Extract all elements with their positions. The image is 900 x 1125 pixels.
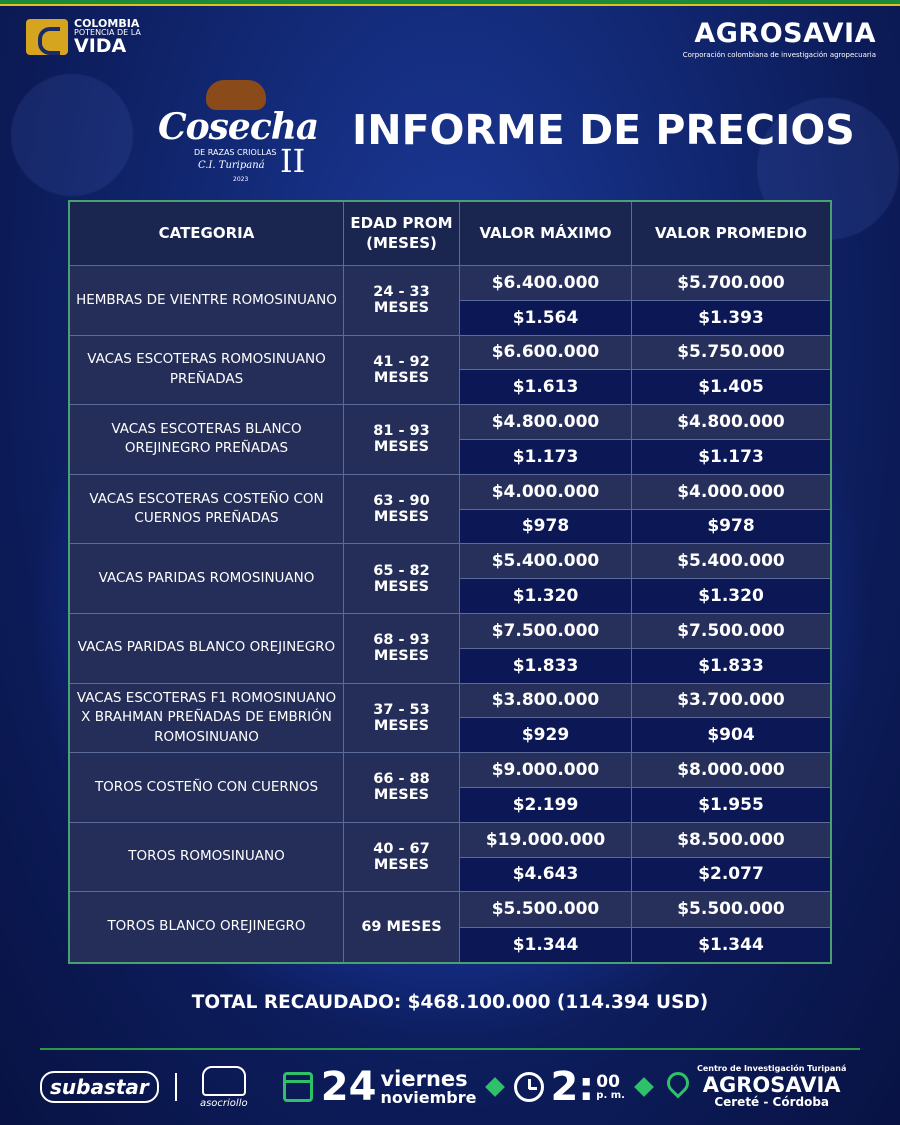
row-categoria: VACAS ESCOTERAS BLANCO OREJINEGRO PREÑADAS (70, 405, 344, 474)
event-place (697, 1065, 846, 1108)
colombia-line3: VIDA (74, 35, 127, 57)
cosecha-year: 2023 (233, 176, 249, 183)
max-value-usd: $978 (460, 510, 631, 544)
table-row (70, 753, 830, 823)
row-categoria: VACAS PARIDAS BLANCO OREJINEGRO (70, 614, 344, 683)
avg-value-usd: $1.393 (632, 301, 830, 335)
avg-value-cop: $7.500.000 (632, 614, 830, 649)
row-categoria: HEMBRAS DE VIENTRE ROMOSINUANO (70, 266, 344, 335)
row-categoria: VACAS ESCOTERAS COSTEÑO CON CUERNOS PREÑADAS (70, 475, 344, 544)
table-row (70, 336, 830, 406)
avg-value-cop: $4.000.000 (632, 475, 830, 510)
event-month: noviembre (380, 1087, 477, 1107)
total-recaudado: TOTAL RECAUDADO: $468.100.000 (114.394 USD) (191, 992, 709, 1013)
row-valor-promedio (632, 684, 830, 753)
row-valor-maximo (460, 336, 632, 405)
row-valor-promedio (632, 266, 830, 335)
row-categoria: TOROS BLANCO OREJINEGRO (70, 892, 344, 962)
footer-logo-divider (175, 1073, 177, 1101)
header-valor-maximo: VALOR MÁXIMO (460, 202, 632, 266)
price-table (68, 200, 832, 964)
max-value-usd: $929 (460, 718, 631, 752)
max-value-usd: $1.344 (460, 928, 631, 962)
event-time-period: p. m. (596, 1089, 625, 1101)
event-time-hour: 2: (550, 1064, 595, 1110)
row-categoria: VACAS ESCOTERAS ROMOSINUANO PREÑADAS (70, 336, 344, 405)
row-edad: 69 MESES (344, 892, 460, 962)
place-name: AGROSAVIA (702, 1072, 841, 1097)
row-edad: 37 - 53 MESES (344, 684, 460, 753)
cosecha-subtitle: DE RAZAS CRIOLLAS (194, 148, 277, 157)
agrosavia-name: AGROSAVIA (694, 18, 876, 49)
row-valor-promedio (632, 753, 830, 822)
table-row (70, 405, 830, 475)
row-valor-promedio (632, 614, 830, 683)
table-row (70, 266, 830, 336)
row-valor-maximo (460, 892, 632, 962)
header-valor-promedio: VALOR PROMEDIO (632, 202, 830, 266)
avg-value-cop: $8.000.000 (632, 753, 830, 788)
max-value-cop: $19.000.000 (460, 823, 631, 858)
cosecha-edition: II (280, 142, 306, 180)
subastar-logo (40, 1071, 159, 1103)
page-title: INFORME DE PRECIOS (352, 106, 855, 154)
row-edad: 81 - 93 MESES (344, 405, 460, 474)
avg-value-usd: $904 (632, 718, 830, 752)
avg-value-usd: $1.320 (632, 579, 830, 613)
cosecha-location: C.I. Turipaná (198, 160, 265, 171)
row-edad: 24 - 33 MESES (344, 266, 460, 335)
row-valor-promedio (632, 544, 830, 613)
row-categoria: TOROS COSTEÑO CON CUERNOS (70, 753, 344, 822)
table-header (70, 202, 830, 266)
avg-value-usd: $1.405 (632, 370, 830, 404)
row-valor-maximo (460, 266, 632, 335)
agrosavia-logo (683, 18, 876, 59)
row-valor-promedio (632, 823, 830, 892)
event-date-words (380, 1066, 477, 1107)
max-value-cop: $5.500.000 (460, 892, 631, 927)
avg-value-cop: $5.700.000 (632, 266, 830, 301)
footer (40, 1060, 860, 1114)
event-day-name: viernes (380, 1066, 468, 1091)
cosecha-logo (158, 80, 319, 190)
colombia-line1: COLOMBIA (74, 17, 140, 30)
row-valor-maximo (460, 405, 632, 474)
event-time-minutes: 00 (596, 1071, 620, 1092)
event-time-detail (596, 1071, 625, 1101)
colombia-logo-text (74, 18, 141, 56)
table-row (70, 544, 830, 614)
footer-divider (40, 1048, 860, 1050)
row-valor-promedio (632, 892, 830, 962)
agrosavia-tagline: Corporación colombiana de investigación agropecuaria (682, 51, 876, 59)
table-body (70, 266, 830, 962)
max-value-usd: $1.320 (460, 579, 631, 613)
row-edad: 66 - 88 MESES (344, 753, 460, 822)
avg-value-usd: $1.955 (632, 788, 830, 822)
table-row (70, 475, 830, 545)
row-valor-maximo (460, 475, 632, 544)
max-value-cop: $6.600.000 (460, 336, 631, 371)
max-value-usd: $1.613 (460, 370, 631, 404)
cosecha-word: Cosecha (158, 106, 319, 148)
avg-value-usd: $1.173 (632, 440, 830, 474)
subastar-name: subastar (50, 1075, 149, 1099)
max-value-cop: $3.800.000 (460, 684, 631, 719)
place-label: Centro de Investigación Turipaná (696, 1064, 847, 1074)
row-edad: 63 - 90 MESES (344, 475, 460, 544)
avg-value-usd: $1.344 (632, 928, 830, 962)
avg-value-cop: $8.500.000 (632, 823, 830, 858)
avg-value-cop: $5.400.000 (632, 544, 830, 579)
header-categoria: CATEGORIA (70, 202, 344, 266)
colombia-logo-icon (26, 19, 68, 55)
max-value-cop: $9.000.000 (460, 753, 631, 788)
diamond-separator-icon (486, 1077, 506, 1097)
asocriollo-logo (193, 1066, 255, 1109)
row-valor-promedio (632, 405, 830, 474)
location-pin-icon (667, 1072, 689, 1102)
max-value-usd: $1.833 (460, 649, 631, 683)
calendar-icon (283, 1072, 313, 1102)
row-categoria: VACAS ESCOTERAS F1 ROMOSINUANO X BRAHMAN PREÑADAS DE EMBRIÓN ROMOSINUANO (70, 684, 344, 753)
max-value-usd: $1.173 (460, 440, 631, 474)
row-valor-maximo (460, 544, 632, 613)
table-row (70, 892, 830, 962)
table-row (70, 614, 830, 684)
row-edad: 65 - 82 MESES (344, 544, 460, 613)
row-valor-maximo (460, 684, 632, 753)
max-value-usd: $2.199 (460, 788, 631, 822)
colombia-line2: POTENCIA DE LA (74, 28, 141, 37)
row-edad: 68 - 93 MESES (344, 614, 460, 683)
max-value-cop: $6.400.000 (460, 266, 631, 301)
colombia-potencia-logo (26, 18, 141, 56)
table-row (70, 823, 830, 893)
place-city: Cereté - Córdoba (714, 1094, 830, 1109)
max-value-cop: $7.500.000 (460, 614, 631, 649)
max-value-usd: $1.564 (460, 301, 631, 335)
top-stripe-accent (0, 4, 900, 6)
row-valor-maximo (460, 823, 632, 892)
avg-value-usd: $2.077 (632, 858, 830, 892)
table-row (70, 684, 830, 754)
avg-value-usd: $1.833 (632, 649, 830, 683)
max-value-usd: $4.643 (460, 858, 631, 892)
avg-value-cop: $5.500.000 (632, 892, 830, 927)
row-edad: 40 - 67 MESES (344, 823, 460, 892)
row-valor-maximo (460, 753, 632, 822)
clock-icon (514, 1072, 544, 1102)
row-valor-promedio (632, 475, 830, 544)
row-categoria: VACAS PARIDAS ROMOSINUANO (70, 544, 344, 613)
avg-value-cop: $4.800.000 (632, 405, 830, 440)
max-value-cop: $4.000.000 (460, 475, 631, 510)
avg-value-cop: $3.700.000 (632, 684, 830, 719)
max-value-cop: $5.400.000 (460, 544, 631, 579)
event-day-number: 24 (320, 1064, 377, 1110)
header-edad: EDAD PROM (MESES) (344, 202, 460, 266)
row-valor-maximo (460, 614, 632, 683)
avg-value-cop: $5.750.000 (632, 336, 830, 371)
asocriollo-name: asocriollo (199, 1097, 248, 1109)
diamond-separator-icon (634, 1077, 654, 1097)
row-valor-promedio (632, 336, 830, 405)
max-value-cop: $4.800.000 (460, 405, 631, 440)
row-edad: 41 - 92 MESES (344, 336, 460, 405)
asocriollo-icon (202, 1066, 246, 1096)
row-categoria: TOROS ROMOSINUANO (70, 823, 344, 892)
avg-value-usd: $978 (632, 510, 830, 544)
